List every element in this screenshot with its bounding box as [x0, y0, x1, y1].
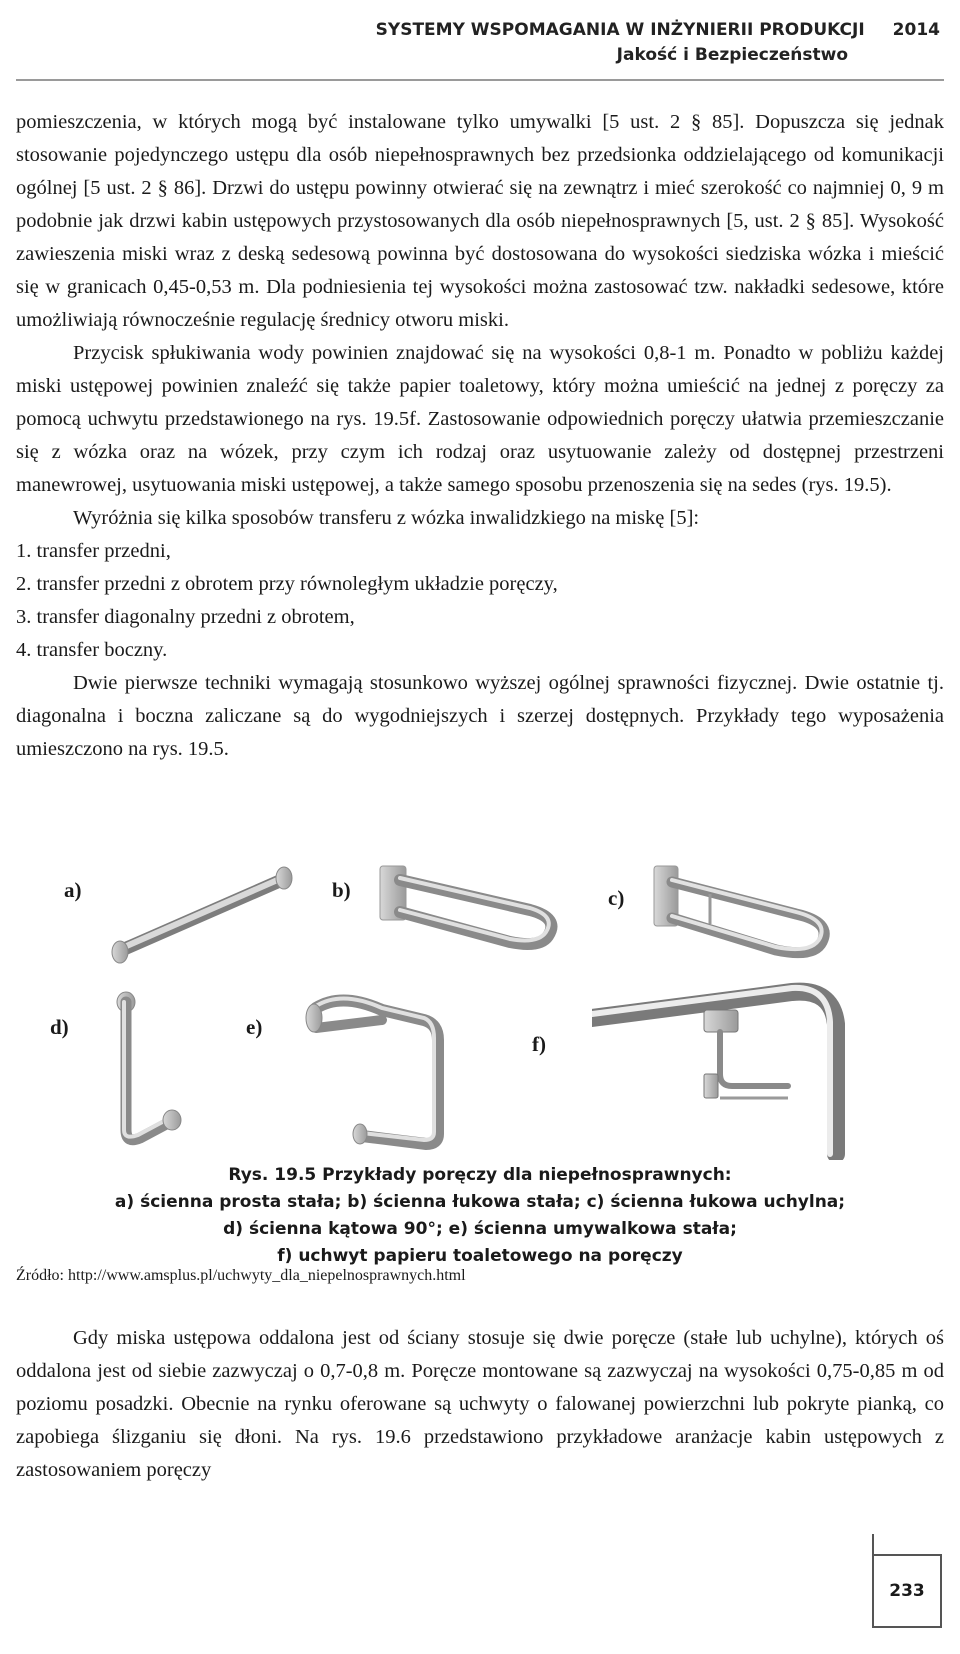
figure-source: Źródło: http://www.amsplus.pl/uchwyty_dla_niepelnosprawnych.html	[16, 1267, 466, 1284]
grab-bar-straight-image	[104, 860, 304, 970]
page-number: 233	[872, 1554, 942, 1628]
grab-bar-curved-folding-image	[646, 862, 846, 972]
caption-line: d) ścienna kątowa 90°; e) ścienna umywalkowa stała;	[223, 1219, 737, 1239]
page-number-frame-line	[872, 1534, 874, 1556]
figure-label-f: f)	[532, 1032, 546, 1056]
header-title	[376, 18, 940, 68]
paragraph-4: Dwie pierwsze techniki wymagają stosunkowo wyższej ogólnej sprawności fizycznej. Dwie ostatnie tj. diagonalna i boczna zaliczane są do wygodniejszych i szerzej dostępnych. Przykłady tego wyposażenia umieszczono na rys. 19.5.	[16, 672, 944, 760]
figure-label-c: c)	[608, 886, 625, 910]
body-text-bottom	[16, 1322, 944, 1487]
paragraph-5: Gdy miska ustępowa oddalona jest od ściany stosuje się dwie poręcze (stałe lub uchylne), których oś oddalona jest od siebie zazwyczaj o 0,7-0,8 m. Poręcze montowane są zazwyczaj na wysokości 0,75-0,85 m od poziomu posadzki. Obecnie na rynku oferowane są uchwyty o falowanej powierzchni lub pokryte pianką, co zapobiega ślizganiu się dłoni. Na rys. 19.6 przedstawiono przykładowe aranżacje kabin ustępowych z zastosowaniem poręczy	[16, 1327, 944, 1481]
caption-line: Rys. 19.5 Przykłady poręczy dla niepełnosprawnych:	[228, 1165, 732, 1185]
grab-bar-curved-fixed-image	[370, 860, 570, 960]
figure-grab-bars	[16, 860, 944, 1160]
caption-line: a) ścienna prosta stała; b) ścienna łukowa stała; c) ścienna łukowa uchylna;	[114, 1192, 846, 1212]
list-item: 2. transfer przedni z obrotem przy równoległym układzie poręczy,	[16, 573, 558, 595]
grab-bar-angled-image	[100, 988, 210, 1158]
figure-label-b: b)	[332, 878, 351, 902]
toilet-paper-holder-image	[592, 974, 892, 1160]
paragraph-1: pomieszczenia, w których mogą być instalowane tylko umywalki [5 ust. 2 § 85]. Dopuszcza się jednak stosowanie pojedynczego ustępu dla osób niepełnosprawnych bez przedsionka oddzielającego od komunikacji ogólnej [5 ust. 2 § 86]. Drzwi do ustępu powinny otwierać się na zewnątrz i mieć szerokość co najmniej 0, 9 m podobnie jak drzwi kabin ustępowych przystosowanych dla osób niepełnosprawnych [5, ust. 2 § 85]. Wysokość zawieszenia miski wraz z deską sedesową powinna być dostosowana do wysokości siedziska wózka i mieścić się w granicach 0,45-0,53 m. Dla podniesienia tej wysokości można zastosować tzw. nakładki sedesowe, które umożliwiają równocześnie regulację średnicy otworu miski.	[16, 111, 944, 331]
caption-line: f) uchwyt papieru toaletowego na poręczy	[277, 1246, 683, 1266]
header-year: 2014	[892, 20, 940, 40]
header-divider	[16, 79, 944, 81]
figure-caption	[16, 1162, 944, 1270]
list-item: 3. transfer diagonalny przedni z obrotem,	[16, 606, 355, 628]
grab-bar-washbasin-image	[302, 984, 482, 1160]
header-subtitle: Jakość i Bezpieczeństwo	[616, 45, 848, 65]
paragraph-3: Wyróżnia się kilka sposobów transferu z wózka inwalidzkiego na miskę [5]:	[73, 507, 700, 529]
header-journal-title: SYSTEMY WSPOMAGANIA W INŻYNIERII PRODUKCJI	[375, 20, 865, 40]
figure-label-d: d)	[50, 1015, 69, 1039]
list-item: 1. transfer przedni,	[16, 540, 171, 562]
page-header	[0, 0, 960, 80]
body-text-top	[16, 106, 944, 766]
figure-label-a: a)	[64, 878, 82, 902]
paragraph-2: Przycisk spłukiwania wody powinien znajdować się na wysokości 0,8-1 m. Ponadto w pobliżu każdej miski ustępowej powinien znaleźć się także papier toaletowy, który można umieścić na jednej z poręczy za pomocą uchwytu przedstawionego na rys. 19.5f. Zastosowanie odpowiednich poręczy ułatwia przemieszczanie się z wózka oraz na wózek, przy czym ich rodzaj oraz usytuowanie zależy od dostępnej przestrzeni manewrowej, usytuowania miski ustępowej, a także samego sposobu przenoszenia się na sedes (rys. 19.5).	[16, 342, 944, 496]
list-item: 4. transfer boczny.	[16, 639, 168, 661]
figure-label-e: e)	[246, 1015, 263, 1039]
